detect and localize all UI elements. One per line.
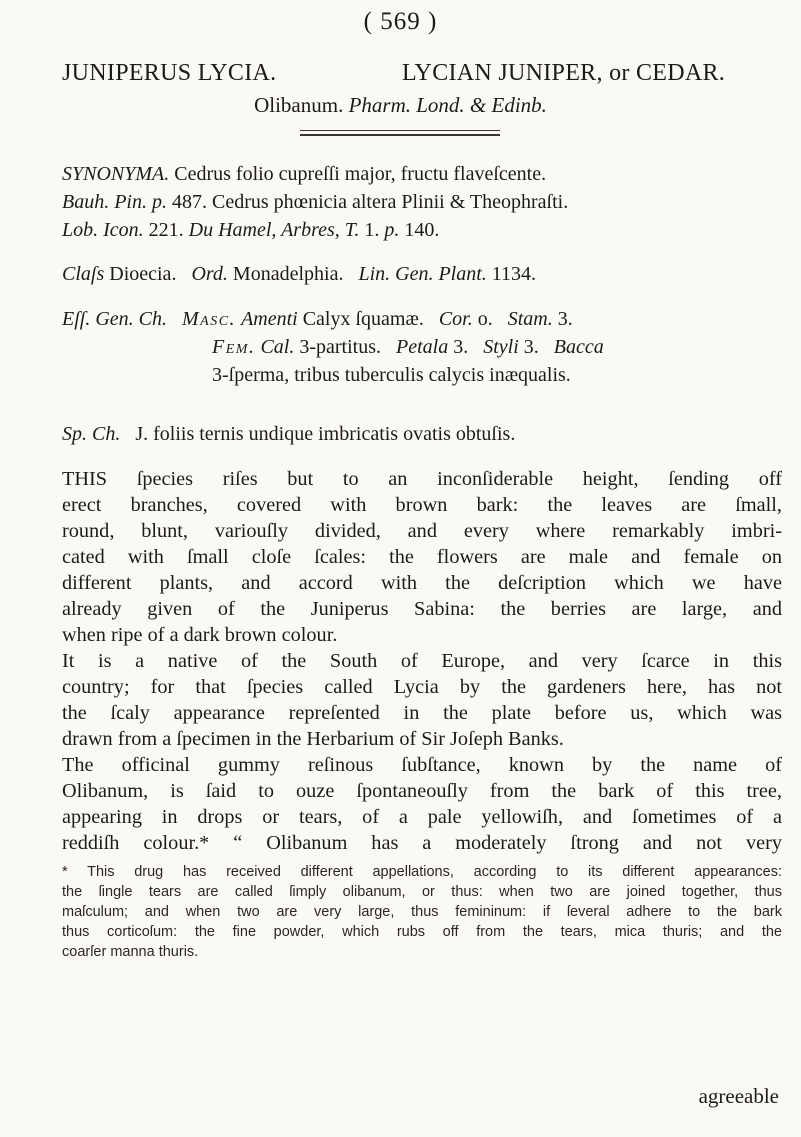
description-paragraph (62, 466, 782, 648)
synonyma-duhamel-num: 1. (364, 219, 380, 241)
order-label: Ord. (191, 263, 228, 285)
synonyma-ref-duhamel: Du Hamel, Arbres, T. (188, 219, 360, 241)
body-line: erect branches, covered with brown bark: the leaves are ſmall, (62, 494, 782, 516)
synonyma-ref-bauhin: Bauh. Pin. p. (62, 191, 167, 213)
body-line: cated with ſmall cloſe ſcales: the flowers are male and female on (62, 546, 782, 568)
synonyma-page-label: p. (384, 219, 400, 241)
bacca-description: 3-ſperma, tribus tuberculis calycis inæqualis. (212, 364, 571, 386)
linnaeus-num: 1134. (491, 263, 537, 285)
specific-character (62, 420, 782, 448)
latin-name: JUNIPERUS LYCIA. (62, 60, 277, 86)
synonyma-text-1: Cedrus folio cupreſſi major, fructu flaveſcente. (174, 163, 547, 185)
stam-value: 3. (557, 308, 573, 330)
bacca-label: Bacca (553, 336, 604, 358)
divider-rule-double (300, 134, 500, 136)
synonyma-lobel-num: 221. (148, 219, 184, 241)
body-line: round, blunt, variouſly divided, and every where remarkably imbri- (62, 520, 782, 542)
footnote-line: thus corticoſum: the fine powder, which rubs off from the tears, mica thuris; and the (62, 924, 782, 940)
synonyma-ref-lobel: Lob. Icon. (62, 219, 144, 241)
synonyma-label: SYNONYMA. (62, 163, 170, 185)
petala-value: 3. (453, 336, 469, 358)
english-name: LYCIAN JUNIPER, or CEDAR. (402, 60, 726, 86)
cor-value: o. (477, 308, 493, 330)
body-line: THIS ſpecies riſes but to an inconſiderable height, ſending off (62, 468, 782, 490)
body-line: Olibanum, is ſaid to ouze ſpontaneouſly from the bark of this tree, (62, 780, 782, 802)
masc-label: Masc. (182, 308, 237, 330)
class-label: Claſs (62, 263, 105, 285)
pharmacopoeia-source: Pharm. Lond. & Edinb. (348, 93, 547, 117)
essential-character (62, 305, 782, 389)
body-line: the ſcaly appearance repreſented in the plate before us, which was (62, 702, 782, 724)
synonyma-section (62, 160, 782, 244)
cal-label: Cal. (260, 336, 295, 358)
body-line: appearing in drops or tears, of a pale yellowiſh, and ſometimes of a (62, 806, 782, 828)
divider-rule (300, 130, 500, 131)
cal-value: 3-partitus. (299, 336, 381, 358)
habitat-paragraph (62, 648, 782, 752)
body-line: The officinal gummy reſinous ſubſtance, known by the name of (62, 754, 782, 776)
amenti-label: Amenti (241, 308, 298, 330)
body-line: It is a native of the South of Europe, and very ſcarce in this (62, 650, 782, 672)
page-number: ( 569 ) (363, 8, 438, 35)
calyx-text: Calyx ſquamæ. (302, 308, 424, 330)
body-line: already given of the Juniperus Sabina: the berries are large, and (62, 598, 782, 620)
specific-text: J. foliis ternis undique imbricatis ovatis obtuſis. (135, 423, 516, 445)
styli-value: 3. (523, 336, 539, 358)
body-line: when ripe of a dark brown colour. (62, 624, 338, 646)
olibanum-paragraph (62, 752, 782, 856)
petala-label: Petala (396, 336, 449, 358)
class-value: Dioecia. (109, 263, 177, 285)
linnaeus-ref: Lin. Gen. Plant. (358, 263, 487, 285)
fem-label: Fem. (212, 336, 256, 358)
synonyma-page-num: 140. (404, 219, 440, 241)
essential-label: Eſſ. Gen. Ch. (62, 308, 167, 330)
specific-label: Sp. Ch. (62, 423, 121, 445)
body-line: drawn from a ſpecimen in the Herbarium of Sir Joſeph Banks. (62, 728, 564, 750)
body-line: reddiſh colour.* “ Olibanum has a moderately ſtrong and not very (62, 832, 782, 854)
pharmacopoeia-line (0, 93, 801, 118)
body-line: different plants, and accord with the deſcription which we have (62, 572, 782, 594)
order-value: Monadelphia. (232, 263, 344, 285)
footnote-line: maſculum; and when two are very large, thus femininum: if ſeveral adhere to the bark (62, 904, 782, 920)
cor-label: Cor. (438, 308, 473, 330)
stam-label: Stam. (507, 308, 553, 330)
body-line: country; for that ſpecies called Lycia by the gardeners here, has not (62, 676, 782, 698)
class-line (62, 260, 782, 288)
footnote (62, 862, 782, 962)
footnote-line: * This drug has received different appellations, according to its different appearances: (62, 864, 782, 880)
synonyma-text-2: 487. Cedrus phœnicia altera Plinii & Theophraſti. (172, 191, 569, 213)
catchword: agreeable (698, 1084, 779, 1108)
styli-label: Styli (483, 336, 519, 358)
footnote-line: the ſingle tears are called ſimply olibanum, or thus: when two are joined together, thus (62, 884, 782, 900)
footnote-line: coarſer manna thuris. (62, 944, 199, 960)
drug-name: Olibanum. (254, 93, 344, 117)
